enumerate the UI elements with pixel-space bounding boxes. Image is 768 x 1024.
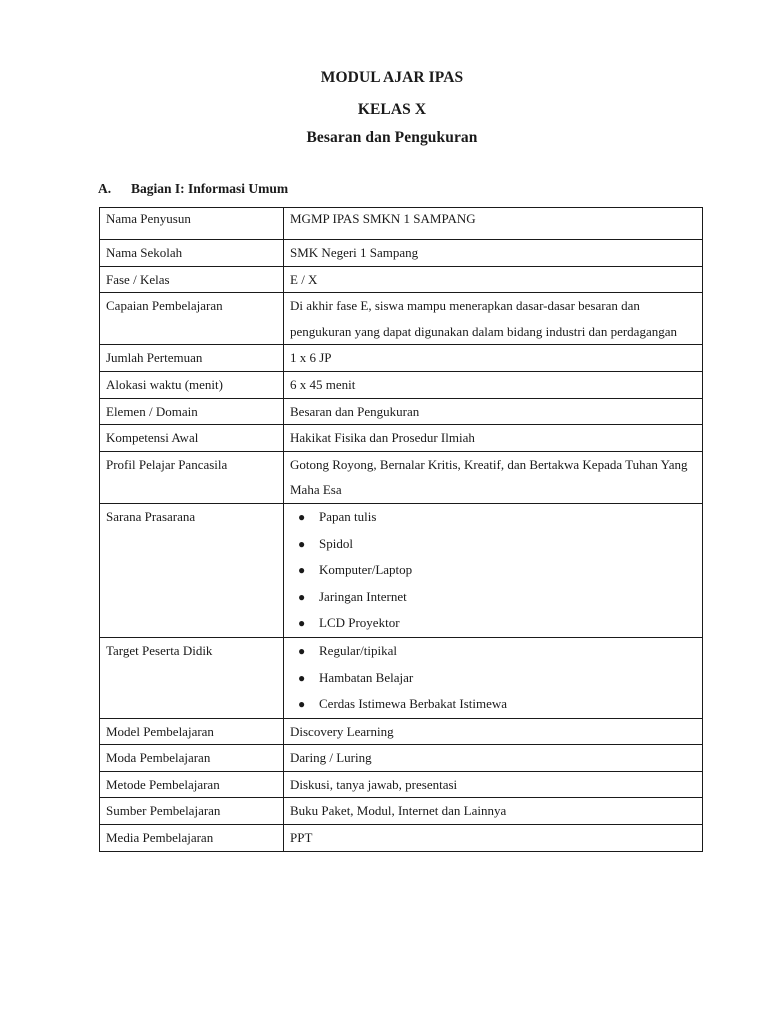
bullet-icon: ●	[298, 697, 306, 712]
list-item	[298, 557, 696, 584]
list-item-text: LCD Proyektor	[319, 615, 400, 631]
row-label: Target Peserta Didik	[100, 637, 284, 718]
row-value-list	[284, 637, 703, 718]
row-label: Fase / Kelas	[100, 266, 284, 293]
list-item-text: Spidol	[319, 535, 353, 551]
row-label: Jumlah Pertemuan	[100, 345, 284, 372]
bullet-list	[290, 504, 696, 637]
row-value: Diskusi, tanya jawab, presentasi	[284, 771, 703, 798]
row-label: Elemen / Domain	[100, 398, 284, 425]
list-item	[298, 638, 696, 665]
table-row	[100, 798, 703, 825]
list-item-text: Jaringan Internet	[319, 588, 407, 604]
general-info-table	[99, 207, 703, 852]
table-row	[100, 398, 703, 425]
row-label: Nama Sekolah	[100, 240, 284, 267]
table-row	[100, 637, 703, 718]
row-value: Besaran dan Pengukuran	[284, 398, 703, 425]
table-row	[100, 718, 703, 745]
list-item	[298, 610, 696, 637]
list-item-text: Papan tulis	[319, 508, 377, 524]
section-heading	[98, 181, 288, 197]
row-value: 6 x 45 menit	[284, 371, 703, 398]
row-value: Di akhir fase E, siswa mampu menerapkan dasar-dasar besaran dan pengukuran yang dapat digunakan dalam bidang industri dan perdagangan	[284, 293, 703, 345]
bullet-icon: ●	[298, 670, 306, 685]
list-item	[298, 584, 696, 611]
row-value: Daring / Luring	[284, 745, 703, 772]
row-value: 1 x 6 JP	[284, 345, 703, 372]
row-value-list	[284, 503, 703, 637]
section-title: Bagian I: Informasi Umum	[131, 181, 289, 196]
row-value: Discovery Learning	[284, 718, 703, 745]
section-letter: A.	[98, 181, 112, 196]
row-label: Metode Pembelajaran	[100, 771, 284, 798]
list-item-text: Cerdas Istimewa Berbakat Istimewa	[319, 696, 508, 712]
table-row	[100, 266, 703, 293]
general-info-table-body	[100, 208, 703, 852]
list-item-text: Hambatan Belajar	[319, 669, 414, 685]
table-row	[100, 345, 703, 372]
row-label: Sumber Pembelajaran	[100, 798, 284, 825]
list-item	[298, 504, 696, 531]
list-item	[298, 691, 696, 718]
bullet-icon: ●	[298, 643, 306, 658]
row-label: Capaian Pembelajaran	[100, 293, 284, 345]
list-item-text: Komputer/Laptop	[319, 562, 413, 578]
row-value: MGMP IPAS SMKN 1 SAMPANG	[284, 208, 703, 240]
topic-title: Besaran dan Pengukuran	[306, 129, 478, 146]
document-title: MODUL AJAR IPAS	[320, 69, 464, 86]
row-value: PPT	[284, 825, 703, 852]
row-label: Kompetensi Awal	[100, 425, 284, 452]
row-label: Alokasi waktu (menit)	[100, 371, 284, 398]
list-item	[298, 531, 696, 558]
table-row	[100, 825, 703, 852]
row-label: Moda Pembelajaran	[100, 745, 284, 772]
table-row	[100, 208, 703, 240]
table-row	[100, 240, 703, 267]
table-row	[100, 425, 703, 452]
bullet-icon: ●	[298, 616, 306, 631]
row-value: Buku Paket, Modul, Internet dan Lainnya	[284, 798, 703, 825]
bullet-icon: ●	[298, 589, 306, 604]
list-item	[298, 665, 696, 692]
bullet-icon: ●	[298, 563, 306, 578]
row-value: Hakikat Fisika dan Prosedur Ilmiah	[284, 425, 703, 452]
row-value: SMK Negeri 1 Sampang	[284, 240, 703, 267]
table-row	[100, 771, 703, 798]
table-row	[100, 745, 703, 772]
bullet-list	[290, 638, 696, 718]
table-row	[100, 451, 703, 503]
row-label: Profil Pelajar Pancasila	[100, 451, 284, 503]
row-label: Sarana Prasarana	[100, 503, 284, 637]
bullet-icon: ●	[298, 536, 306, 551]
row-value: E / X	[284, 266, 703, 293]
bullet-icon: ●	[298, 509, 306, 524]
row-label: Nama Penyusun	[100, 208, 284, 240]
class-title: KELAS X	[357, 101, 427, 118]
table-row	[100, 371, 703, 398]
row-label: Media Pembelajaran	[100, 825, 284, 852]
table-row	[100, 293, 703, 345]
table-row	[100, 503, 703, 637]
row-label: Model Pembelajaran	[100, 718, 284, 745]
row-value: Gotong Royong, Bernalar Kritis, Kreatif, dan Bertakwa Kepada Tuhan Yang Maha Esa	[284, 451, 703, 503]
list-item-text: Regular/tipikal	[319, 642, 397, 658]
